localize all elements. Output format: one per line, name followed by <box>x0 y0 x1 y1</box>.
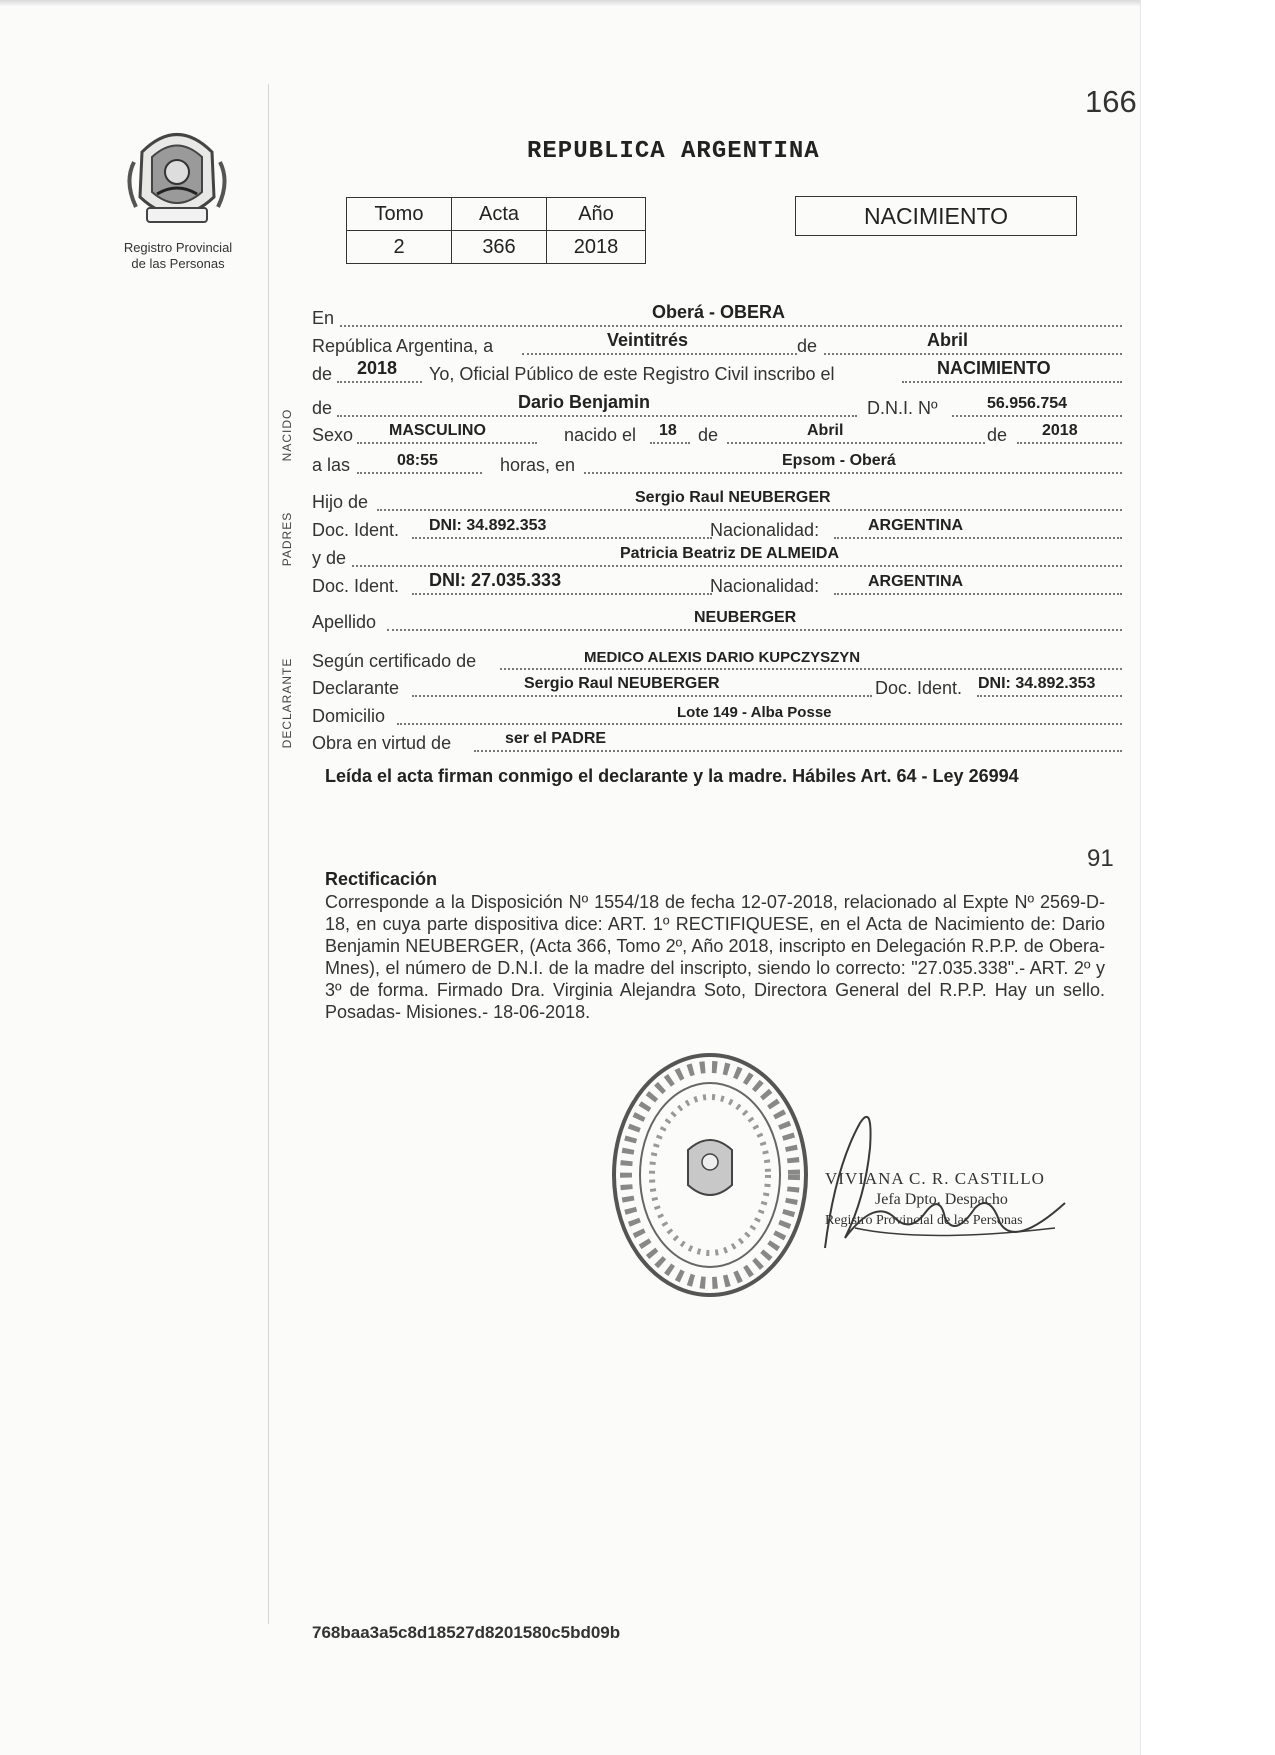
row-domicilio: Domicilio Lote 149 - Alba Posse <box>312 703 1122 729</box>
value-anio: 2018 <box>547 231 646 264</box>
side-label-nacido: NACIDO <box>280 408 294 462</box>
padre-doc-value: DNI: 34.892.353 <box>429 517 547 534</box>
side-label-declarante: DECLARANTE <box>280 657 294 749</box>
rectificacion-body: Corresponde a la Disposición Nº 1554/18 de fecha 12-07-2018, relacionado al Expte Nº 2569-D-18, en cuya parte dispositiva dice: ART. 1º RECTIFIQUESE, en el Acta de Nacimiento de: Dario Benjamin NEUBERGER, (Acta 366, Tomo 2º, Año 2018, inscripto en Delegación R.P.P. de Obera-Mnes), el número de D.N.I. de la madre del inscripto, siendo lo correcto: "27.035.338".- ART. 2º y 3º de forma. Firmado Dra. Virginia Alejandra Soto, Directora General del R.P.P. Hay un sello. Posadas- Misiones.- 18-06-2018. <box>325 892 1105 1022</box>
madre-nac-value: ARGENTINA <box>868 573 964 590</box>
row-hora: a las 08:55 horas, en Epsom - Oberá <box>312 452 1122 478</box>
signer-role: Jefa Dpto. Despacho <box>875 1191 1008 1208</box>
lugar-nac-value: Epsom - Oberá <box>782 452 896 469</box>
signer-name: VIVIANA C. R. CASTILLO <box>825 1169 1045 1188</box>
margin-rule <box>268 84 269 1624</box>
header-tomo: Tomo <box>347 198 452 231</box>
tipo-value: NACIMIENTO <box>937 358 1051 378</box>
row-sexo: Sexo MASCULINO nacido el 18 de Abril de 2018 <box>312 422 1122 448</box>
signature-block <box>825 1168 1045 1231</box>
rectificacion-title: Rectificación <box>325 869 438 889</box>
dia-value: Veintitrés <box>607 330 689 350</box>
row-apellido: Apellido NEUBERGER <box>312 609 1122 635</box>
lugar-value: Oberá - OBERA <box>652 302 786 322</box>
row-madre: y de Patricia Beatriz DE ALMEIDA <box>312 545 1122 571</box>
padre-nac-value: ARGENTINA <box>868 517 964 534</box>
signer-org: Registro Provincial de las Personas <box>825 1213 1023 1228</box>
document-hash: 768baa3a5c8d18527d8201580c5bd09b <box>312 1623 621 1642</box>
row-republica: República Argentina, a Veintitrés de Abril <box>312 333 1122 359</box>
leida-statement: Leída el acta firman conmigo el declarante y la madre. Hábiles Art. 64 - Ley 26994 <box>325 766 1019 786</box>
row-madre-doc: Doc. Ident. DNI: 27.035.333 Nacionalidad: ARGENTINA <box>312 573 1122 599</box>
row-nombre: de Dario Benjamin D.N.I. Nº 56.956.754 <box>312 395 1122 421</box>
row-padre: Hijo de Sergio Raul NEUBERGER <box>312 489 1122 515</box>
declarante-value: Sergio Raul NEUBERGER <box>524 675 720 692</box>
row-en: En Oberá - OBERA <box>312 305 1122 331</box>
hora-value: 08:55 <box>397 452 438 469</box>
row-anio: de 2018 Yo, Oficial Público de este Registro Civil inscribo el NACIMIENTO <box>312 361 1122 387</box>
official-seal-icon <box>610 1050 810 1300</box>
padre-value: Sergio Raul NEUBERGER <box>635 489 831 506</box>
header-acta: Acta <box>452 198 547 231</box>
apellido-value: NEUBERGER <box>694 609 797 626</box>
document-title: REPUBLICA ARGENTINA <box>527 138 820 165</box>
row-padre-doc: Doc. Ident. DNI: 34.892.353 Nacionalidad: ARGENTINA <box>312 517 1122 543</box>
nac-dia-value: 18 <box>659 422 677 439</box>
value-acta: 366 <box>452 231 547 264</box>
declarante-doc-value: DNI: 34.892.353 <box>978 675 1096 692</box>
row-declarante: Declarante Sergio Raul NEUBERGER Doc. Ident. DNI: 34.892.353 <box>312 675 1122 701</box>
obra-value: ser el PADRE <box>505 730 607 747</box>
row-certificado: Según certificado de MEDICO ALEXIS DARIO KUPCZYSZYN <box>312 648 1122 674</box>
header-anio: Año <box>547 198 646 231</box>
scan-right-margin <box>1140 0 1275 1755</box>
value-tomo: 2 <box>347 231 452 264</box>
sexo-value: MASCULINO <box>389 422 486 439</box>
certificado-value: MEDICO ALEXIS DARIO KUPCZYSZYN <box>584 649 861 666</box>
registry-table <box>346 197 646 264</box>
document-type-box: NACIMIENTO <box>795 196 1077 236</box>
scan-top-edge <box>0 0 1140 6</box>
mes-value: Abril <box>927 330 969 350</box>
page-number: 166 <box>1085 84 1137 119</box>
madre-value: Patricia Beatriz DE ALMEIDA <box>620 545 840 562</box>
annotation-number: 91 <box>1087 845 1114 872</box>
provincia-misiones-crest-icon <box>122 122 232 242</box>
anio-value: 2018 <box>357 358 398 378</box>
side-label-padres: PADRES <box>280 511 294 567</box>
domicilio-value: Lote 149 - Alba Posse <box>677 704 832 721</box>
nac-anio-value: 2018 <box>1042 422 1078 439</box>
row-obra: Obra en virtud de ser el PADRE <box>312 730 1122 756</box>
registry-label: Registro Provincial de las Personas <box>123 240 233 271</box>
dni-value: 56.956.754 <box>987 395 1068 412</box>
nac-mes-value: Abril <box>807 422 844 439</box>
nombre-value: Dario Benjamin <box>518 392 651 412</box>
madre-doc-value: DNI: 27.035.333 <box>429 570 562 590</box>
